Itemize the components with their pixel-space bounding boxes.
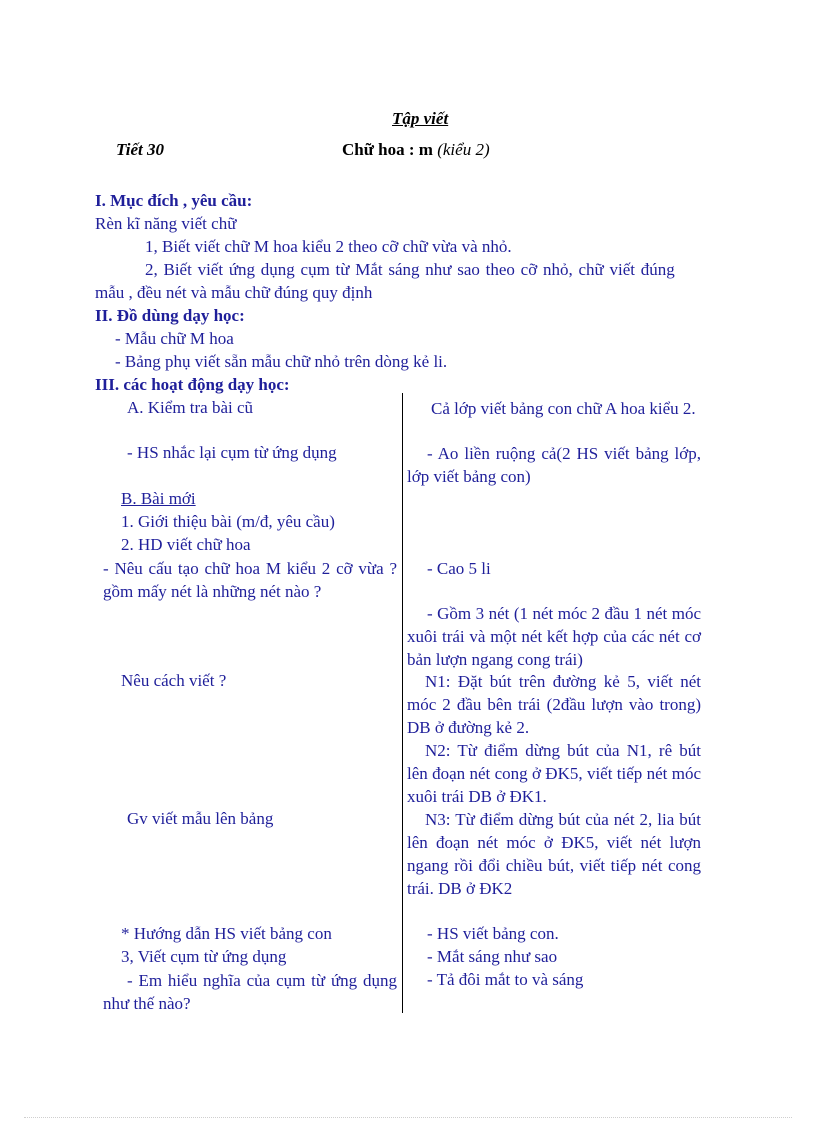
- lesson-number: Tiết 30: [116, 140, 164, 159]
- column-divider: [402, 393, 403, 1013]
- section-1-line-1: Rèn kĩ năng viết chữ: [95, 214, 237, 233]
- right-meaning: - Tả đôi mắt to và sáng: [427, 970, 584, 989]
- left-guide-board: * Hướng dẫn HS viết bảng con: [121, 924, 332, 943]
- section-2-item-1: - Mẫu chữ M hoa: [115, 329, 234, 348]
- lesson-subject-note: (kiểu 2): [437, 140, 490, 159]
- right-phrase: - Mắt sáng như sao: [427, 947, 558, 966]
- section-1-line-3: 2, Biết viết ứng dụng cụm từ Mắt sáng như sao theo cỡ nhỏ, chữ viết đúng: [145, 260, 675, 279]
- left-question-structure: - Nêu cấu tạo chữ hoa M kiểu 2 cỡ vừa ? gồm mấy nét là những nét nào ?: [103, 559, 397, 601]
- left-write-phrase: 3, Viết cụm từ ứng dụng: [121, 947, 287, 966]
- right-answer-strokes: - Gồm 3 nét (1 nét móc 2 đầu 1 nét móc xuôi trái và một nét kết hợp của các nét cơ bản lượn ngang cong trái): [407, 604, 701, 669]
- section-1-line-4: mẫu , đều nét và mẫu chữ đúng quy định: [95, 283, 373, 302]
- right-hs-board: - HS viết bảng con.: [427, 924, 559, 943]
- left-question-meaning: - Em hiểu nghĩa của cụm từ ứng dụng như thế nào?: [103, 971, 397, 1013]
- left-guide-capital: 2. HD viết chữ hoa: [121, 535, 251, 554]
- left-teacher-demo: Gv viết mẫu lên bảng: [127, 809, 274, 828]
- section-1-heading: I. Mục đích , yêu cầu:: [95, 191, 253, 210]
- section-2-item-2: - Bảng phụ viết sẵn mẫu chữ nhỏ trên dòng kẻ li.: [115, 352, 448, 371]
- right-answer-board: Cả lớp viết bảng con chữ A hoa kiểu 2.: [431, 399, 696, 418]
- right-answer-height: - Cao 5 li: [427, 559, 491, 578]
- lesson-subject: [342, 139, 490, 161]
- page-title: Tập viết: [392, 109, 449, 128]
- page-bottom-border: [24, 1117, 792, 1118]
- lesson-subject-prefix: Chữ hoa : m: [342, 140, 433, 159]
- right-answer-phrase: - Ao liền ruộng cả(2 HS viết bảng lớp, lớp viết bảng con): [407, 444, 701, 486]
- left-how-to-write: Nêu cách viết ?: [121, 671, 227, 690]
- left-hs-recall: - HS nhắc lại cụm từ ứng dụng: [127, 443, 337, 462]
- section-3-heading: III. các hoạt động dạy học:: [95, 375, 290, 394]
- right-stroke-n3: N3: Từ điểm dừng bút của nét 2, lia bút lên đoạn nét móc ở ĐK5, viết nét lượn ngang rồi đổi chiều bút, viết tiếp nét cong trái. DB ở ĐK2: [407, 810, 701, 898]
- left-new-lesson: B. Bài mới: [121, 489, 196, 508]
- right-stroke-n1: N1: Đặt bút trên đường kẻ 5, viết nét móc 2 đầu bên trái (2đầu lượn vào trong) DB ở đường kẻ 2.: [407, 672, 701, 737]
- section-2-heading: II. Đồ dùng dạy học:: [95, 306, 245, 325]
- section-1-line-2: 1, Biết viết chữ M hoa kiểu 2 theo cỡ chữ vừa và nhỏ.: [145, 237, 512, 256]
- left-intro: 1. Giới thiệu bài (m/đ, yêu cầu): [121, 512, 335, 531]
- right-stroke-n2: N2: Từ điểm dừng bút của N1, rê bút lên đoạn nét cong ở ĐK5, viết tiếp nét móc xuôi trái DB ở ĐK1.: [407, 741, 701, 806]
- left-check-old-lesson: A. Kiểm tra bài cũ: [127, 398, 254, 417]
